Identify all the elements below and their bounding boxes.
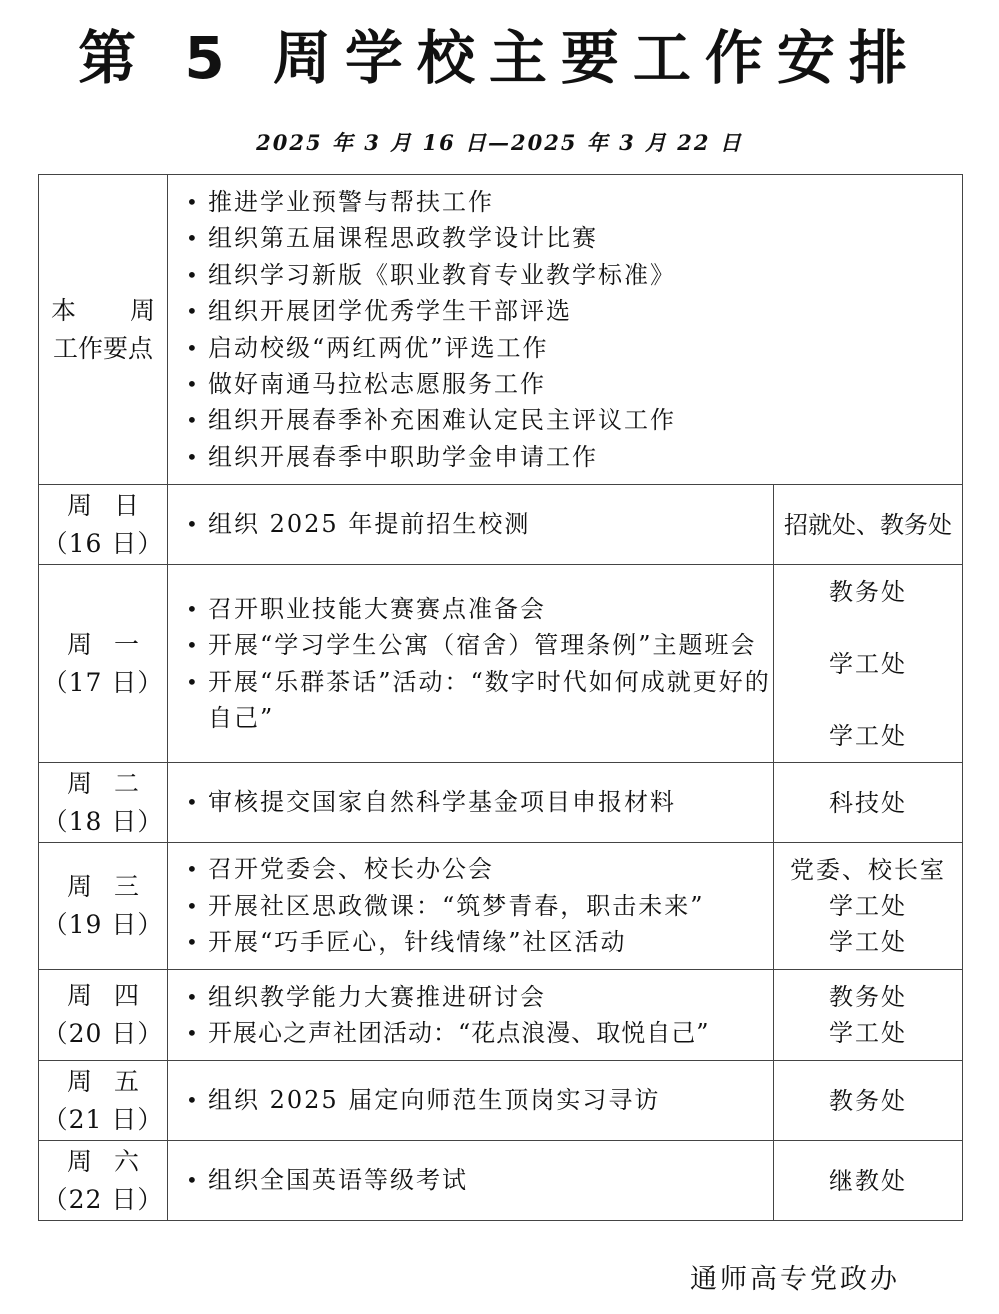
focus-label-line2: 工作要点 [52,333,153,363]
dept-label: 学工处 [829,1019,907,1047]
dept-label: 学工处 [829,928,907,956]
day-depts [774,1141,963,1221]
task-item: • 组织全国英语等级考试 [184,1162,773,1198]
day-name: 周五 [66,1066,161,1096]
focus-label-char-2: 周 [129,295,155,325]
day-items [168,970,774,1061]
day-label [39,1141,168,1221]
focus-item: • 组织开展春季中职助学金申请工作 [184,439,962,475]
weekly-focus-label [39,175,168,485]
day-row-sunday [39,485,963,565]
day-depts [774,485,963,565]
dept-label: 学工处 [829,649,907,678]
day-date: （16 日） [42,528,164,558]
day-row-thursday [39,970,963,1061]
page-title: 第 5 周学校主要工作安排 [78,24,921,92]
task-item: • 召开职业技能大赛赛点准备会 [184,591,773,627]
day-row-saturday [39,1141,963,1221]
day-items [168,1141,774,1221]
day-row-friday [39,1061,963,1141]
focus-item: • 组织开展春季补充困难认定民主评议工作 [184,402,962,438]
task-item: • 召开党委会、校长办公会 [184,851,773,887]
dept-label: 学工处 [829,892,907,920]
focus-item: • 做好南通马拉松志愿服务工作 [184,366,962,402]
day-row-monday [39,565,963,763]
day-label [39,565,168,763]
task-item: • 开展社区思政微课：“筑梦青春，职击未来” [184,888,773,924]
dept-label: 教务处 [829,1086,907,1115]
focus-label-char-1: 本 [51,295,77,325]
day-items [168,485,774,565]
day-date: （18 日） [42,806,164,836]
day-row-tuesday [39,763,963,843]
dept-label: 教务处 [829,983,907,1011]
day-label [39,843,168,970]
dept-label: 党委、校长室 [790,856,946,884]
issuer-signature: 通师高专党政办 [690,1264,900,1295]
day-depts [774,843,963,970]
task-item: • 审核提交国家自然科学基金项目申报材料 [184,784,773,820]
day-date: （21 日） [42,1104,164,1134]
day-items [168,1061,774,1141]
day-name: 周一 [66,629,161,659]
date-range: 2025 年 3 月 16 日—2025 年 3 月 22 日 [256,130,743,155]
task-item: • 开展“巧手匠心，针线情缘”社区活动 [184,924,773,960]
day-items [168,565,774,763]
task-item: • 组织 2025 年提前招生校测 [184,506,773,542]
day-depts [774,565,963,763]
day-date: （20 日） [42,1019,164,1048]
dept-label: 招就处、教务处 [784,510,952,539]
day-name: 周日 [66,490,161,520]
day-items [168,763,774,843]
day-label [39,970,168,1061]
task-item: • 组织 2025 届定向师范生顶岗实习寻访 [184,1082,773,1118]
day-items [168,843,774,970]
day-depts [774,763,963,843]
day-label [39,485,168,565]
day-date: （17 日） [42,667,164,697]
day-label [39,1061,168,1141]
task-item: • 开展心之声社团活动：“花点浪漫、取悦自己” [184,1015,773,1051]
day-row-wednesday [39,843,963,970]
dept-label: 学工处 [829,721,907,750]
task-item: • 开展“学习学生公寓（宿舍）管理条例”主题班会 [184,627,773,663]
focus-item: • 组织学习新版《职业教育专业教学标准》 [184,257,962,293]
day-name: 周六 [66,1146,161,1176]
weekly-focus-items [168,175,963,485]
focus-item: • 组织第五届课程思政教学设计比赛 [184,220,962,256]
day-date: （22 日） [42,1184,164,1214]
day-date: （19 日） [42,910,164,939]
weekly-focus-row [39,175,963,485]
day-name: 周二 [66,768,161,798]
day-name: 周三 [66,872,161,901]
day-label [39,763,168,843]
day-name: 周四 [66,981,161,1010]
focus-item: • 启动校级“两红两优”评选工作 [184,330,962,366]
task-item: • 开展“乐群茶话”活动：“数字时代如何成就更好的自己” [184,664,773,737]
focus-item: • 组织开展团学优秀学生干部评选 [184,293,962,329]
day-depts [774,1061,963,1141]
dept-label: 科技处 [829,788,907,817]
dept-label: 教务处 [829,577,907,606]
task-item: • 组织教学能力大赛推进研讨会 [184,979,773,1015]
dept-label: 继教处 [829,1166,907,1195]
schedule-table [38,174,963,1221]
focus-item: • 推进学业预警与帮扶工作 [184,184,962,220]
day-depts [774,970,963,1061]
